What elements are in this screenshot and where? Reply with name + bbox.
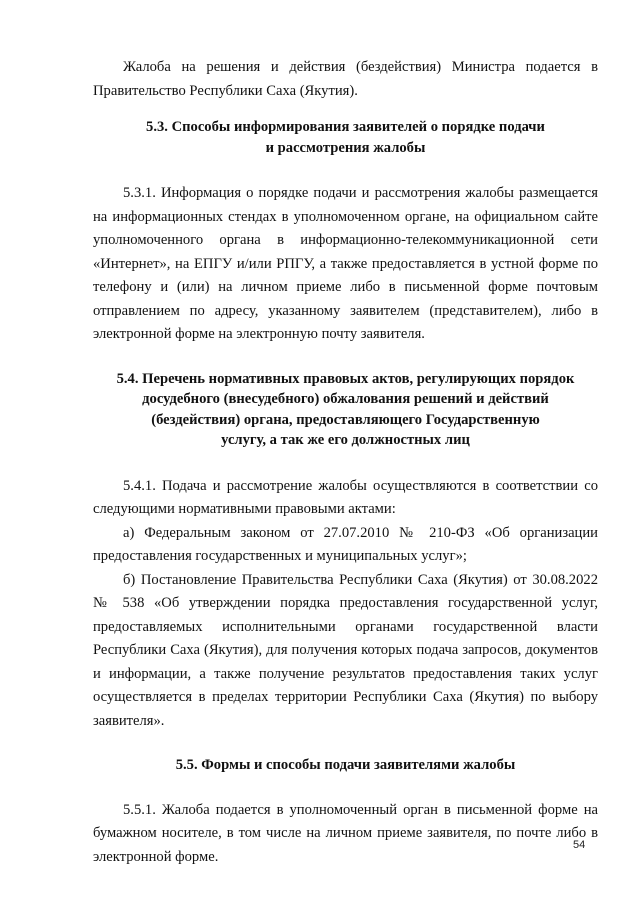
section-5-4-heading-line-3: (бездействия) органа, предоставляющего Государственную	[151, 411, 540, 428]
section-5-4-heading-line-4: услугу, а так же его должностных лиц	[221, 432, 470, 448]
page-content	[93, 56, 598, 869]
page-number: 54	[573, 839, 586, 851]
section-5-3-heading-line-1: 5.3. Способы информирования заявителей о порядке подачи	[146, 119, 545, 135]
section-5-4-heading-line-1: 5.4. Перечень нормативных правовых актов, регулирующих порядок	[116, 370, 575, 387]
paragraph-5-5-1: 5.5.1. Жалоба подается в уполномоченный орган в письменной форме на бумажном носителе, в том числе на личном приеме заявителя, по почте либо в электронной форме.	[93, 801, 598, 865]
intro-paragraph: Жалоба на решения и действия (бездействия) Министра подается в Правительство Республики Саха (Якутия).	[93, 59, 598, 99]
section-5-4-heading	[93, 369, 598, 451]
section-5-3-heading	[93, 117, 598, 158]
section-5-4-heading-line-2: досудебного (внесудебного) обжалования решений и действий	[142, 391, 549, 407]
paragraph-5-4-1: 5.4.1. Подача и рассмотрение жалобы осуществляются в соответствии со следующими нормативными правовыми актами:	[93, 477, 598, 517]
list-item-a: а) Федеральным законом от 27.07.2010 № 210-ФЗ «Об организации предоставления государственных и муниципальных услуг»;	[93, 524, 598, 564]
section-5-5-heading: 5.5. Формы и способы подачи заявителями жалобы	[175, 757, 516, 773]
section-5-3-heading-line-2: и рассмотрения жалобы	[265, 139, 426, 156]
list-item-b: б) Постановление Правительства Республики Саха (Якутия) от 30.08.2022 № 538 «Об утверждении порядка предоставления государственной услуг, предоставляемых исполнительными органами государственной власти Республики Саха (Якутия), для получения которых подача запросов, документов и информации, а также получение результатов предоставления таких услуг осуществляется в пределах территории Республики Саха (Якутия) по выбору заявителя».	[93, 571, 598, 729]
paragraph-5-3-1: 5.3.1. Информация о порядке подачи и рассмотрения жалобы размещается на информационных стендах в уполномоченном органе, на официальном сайте уполномоченного органа в информационно-телекоммуникационной сети «Интернет», на ЕПГУ и/или РПГУ, а также предоставляется в устной форме по телефону и (или) на личном приеме либо в письменной форме почтовым отправлением по адресу, указанному заявителем (представителем), либо в электронной форме на электронную почту заявителя.	[93, 185, 598, 342]
